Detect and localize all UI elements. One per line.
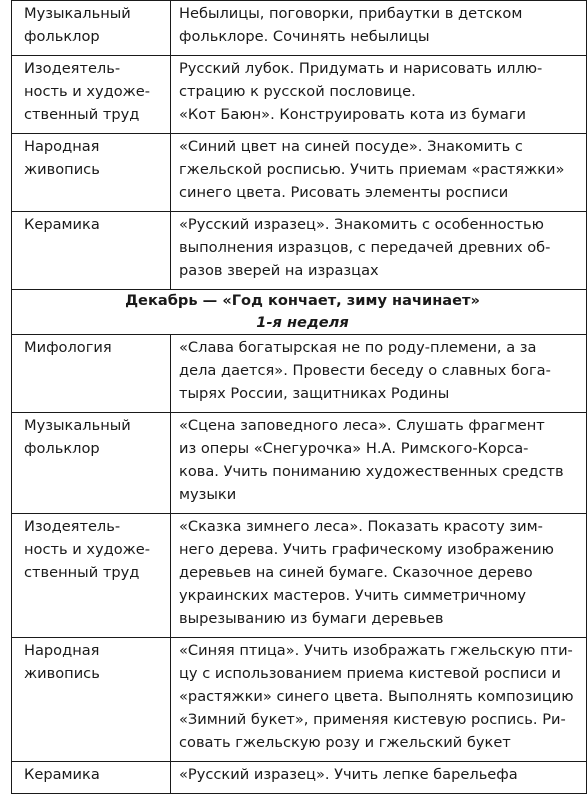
activity-line: «Сцена заповедного леса». Слушать фрагмент [179, 417, 545, 434]
subject-cell [12, 134, 171, 212]
activity-cell [171, 514, 587, 638]
activity-line: «Синяя птица». Учить изображать гжельскую пти- [179, 642, 573, 659]
table-row [12, 212, 587, 290]
activity-line: вырезыванию из бумаги деревьев [179, 610, 444, 627]
table-row [12, 1, 587, 56]
table-row [12, 134, 587, 212]
month-title: Декабрь — «Год кончает, зиму начинает» [125, 292, 480, 309]
activity-line: совать гжельскую розу и гжельский букет [179, 734, 511, 751]
table-row [12, 56, 587, 134]
table-row [12, 762, 587, 794]
subject-line: Музыкальный [24, 5, 131, 22]
activity-line: украинских мастеров. Учить симметричному [179, 587, 527, 604]
subject-line: Изодеятель- [24, 60, 121, 77]
subject-cell [12, 56, 171, 134]
activity-line: из оперы «Снегурочка» Н.А. Римского-Корса- [179, 440, 529, 457]
activity-line: «растяжки» синего цвета. Выполнять композицию [179, 688, 574, 705]
table-row [12, 335, 587, 413]
subject-cell [12, 514, 171, 638]
activity-line: цу с использованием приема кистевой росписи и [179, 665, 561, 682]
activity-line: дела дается». Провести беседу о славных бога- [179, 362, 551, 379]
section-header [12, 290, 587, 335]
activity-line: Небылицы, поговорки, прибаутки в детском [179, 5, 523, 22]
subject-line: Керамика [24, 766, 100, 783]
activity-line: него дерева. Учить графическому изображению [179, 541, 554, 558]
activity-line: деревьев на синей бумаге. Сказочное дерево [179, 564, 533, 581]
subject-line: Керамика [24, 216, 100, 233]
activity-line: Русский лубок. Придумать и нарисовать иллю- [179, 60, 543, 77]
subject-cell [12, 638, 171, 762]
subject-line: ность и художе- [24, 541, 151, 558]
activity-line: синего цвета. Рисовать элементы росписи [179, 184, 509, 201]
week-title: 1-я неделя [256, 314, 349, 331]
activity-line: страцию к русской пословице. [179, 83, 416, 100]
activity-line: разов зверей на изразцах [179, 262, 379, 279]
activity-cell [171, 335, 587, 413]
activity-line: музыки [179, 486, 237, 503]
subject-line: ность и художе- [24, 83, 151, 100]
subject-line: Музыкальный [24, 417, 131, 434]
subject-line: фольклор [24, 28, 100, 45]
subject-line: Мифология [24, 339, 112, 356]
activity-line: «Сказка зимнего леса». Показать красоту зим- [179, 518, 543, 535]
activity-line: гжельской росписью. Учить приемам «растяжки» [179, 161, 565, 178]
activity-line: «Зимний букет», применяя кистевую роспись. Ри- [179, 711, 566, 728]
subject-line: живопись [24, 161, 100, 178]
subject-line: Народная [24, 642, 100, 659]
activity-cell [171, 56, 587, 134]
activity-line: фольклоре. Сочинять небылицы [179, 28, 430, 45]
activity-cell [171, 212, 587, 290]
activity-line: выполнения изразцов, с передачей древних об- [179, 239, 551, 256]
lesson-plan-table [11, 0, 587, 794]
subject-line: Изодеятель- [24, 518, 121, 535]
subject-cell [12, 212, 171, 290]
section-header-row [12, 290, 587, 335]
activity-line: «Кот Баюн». Конструировать кота из бумаги [179, 106, 527, 123]
activity-line: тырях России, защитниках Родины [179, 385, 450, 402]
table-row [12, 514, 587, 638]
subject-line: фольклор [24, 440, 100, 457]
activity-cell [171, 762, 587, 794]
activity-cell [171, 638, 587, 762]
subject-line: Народная [24, 138, 100, 155]
subject-cell [12, 413, 171, 514]
table-row [12, 638, 587, 762]
subject-line: ственный труд [24, 106, 140, 123]
subject-line: живопись [24, 665, 100, 682]
table-row [12, 413, 587, 514]
activity-cell [171, 1, 587, 56]
activity-line: «Синий цвет на синей посуде». Знакомить с [179, 138, 523, 155]
subject-cell [12, 335, 171, 413]
activity-line: «Русский изразец». Учить лепке барельефа [179, 766, 518, 783]
subject-line: ственный труд [24, 564, 140, 581]
activity-line: кова. Учить пониманию художественных средств [179, 463, 564, 480]
subject-cell [12, 1, 171, 56]
subject-cell [12, 762, 171, 794]
activity-line: «Слава богатырская не по роду-племени, а за [179, 339, 537, 356]
activity-line: «Русский изразец». Знакомить с особенностью [179, 216, 544, 233]
activity-cell [171, 413, 587, 514]
activity-cell [171, 134, 587, 212]
